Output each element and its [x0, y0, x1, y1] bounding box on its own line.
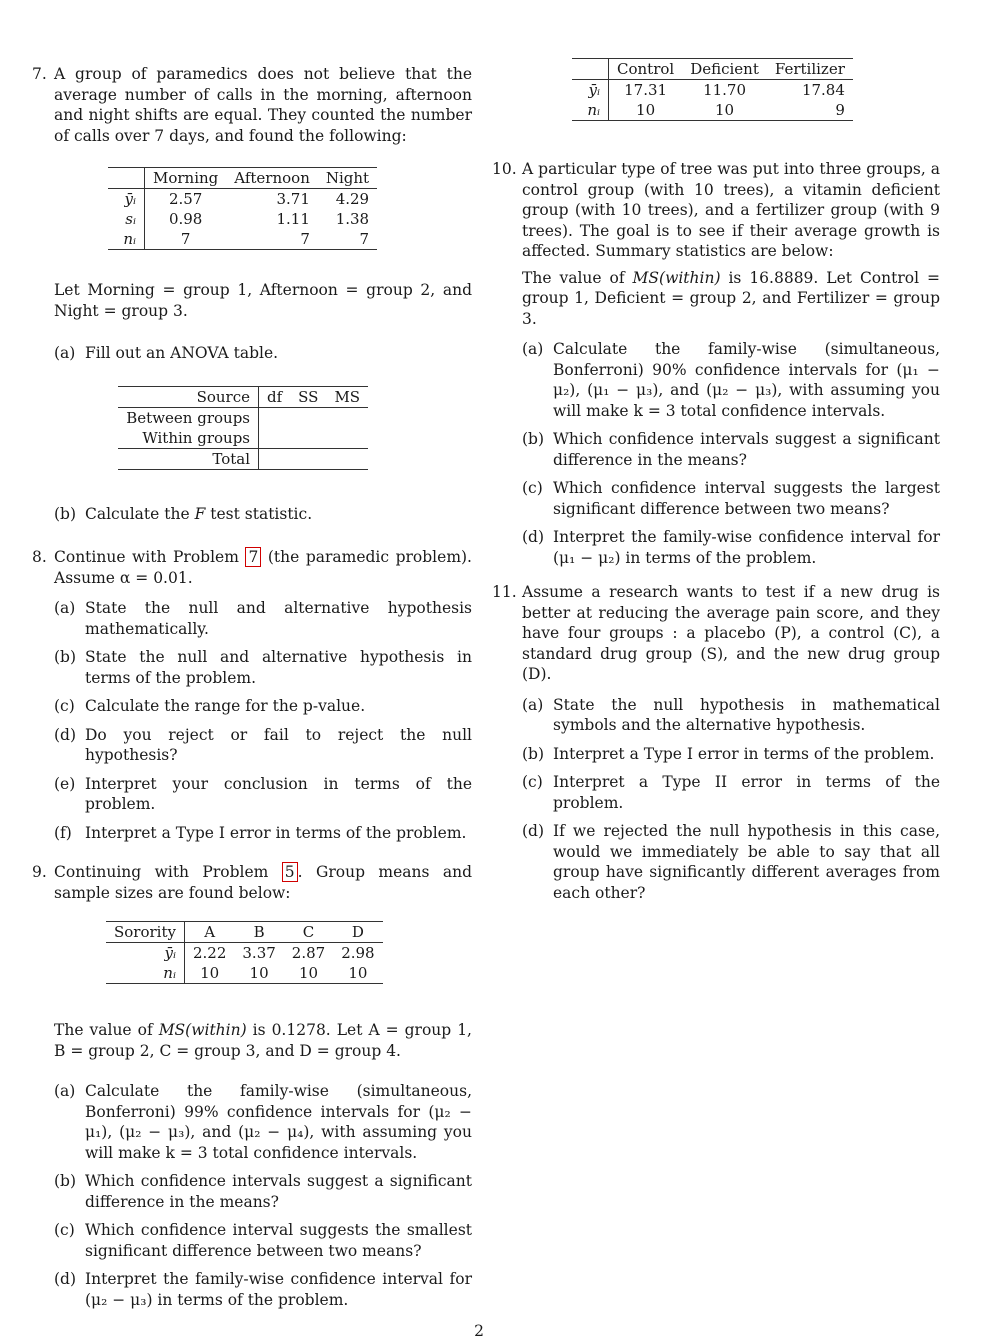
- table-header-cell: MS: [326, 386, 368, 407]
- problem-9-parts: [54, 1081, 472, 1310]
- problem-9-text: Continuing with Problem: [54, 863, 282, 881]
- part-text: Which confidence intervals suggest a significant difference in the means?: [85, 1172, 472, 1211]
- table-cell: 10: [636, 101, 656, 119]
- part-label: (a): [54, 1082, 76, 1100]
- problem-10-part: [522, 339, 940, 421]
- table-header-cell: Source: [118, 386, 259, 407]
- problem-8-part: [54, 774, 472, 815]
- part-label: (d): [54, 1270, 77, 1288]
- part-text: State the null and alternative hypothesis in terms of the problem.: [85, 648, 472, 687]
- ms-text: is 0.1278. Let A = group 1, B = group 2, C = group 3, and D = group 4.: [54, 1021, 472, 1060]
- part-label: (e): [54, 774, 76, 793]
- part-text: Calculate the family-wise (simultaneous, Bonferroni) 99% confidence intervals for (μ₂ − μ₁), (μ₂ − μ₃), and (μ₂ − μ₄), with assuming you will make k = 3 total confidence intervals.: [85, 1082, 472, 1162]
- part-label: (b): [54, 504, 77, 523]
- table-cell: [290, 407, 326, 428]
- row-label-cell: Total: [118, 448, 259, 469]
- table-header-cell: B: [234, 922, 283, 943]
- table-header-cell: A: [184, 922, 234, 943]
- table-cell: 17.84: [801, 81, 845, 99]
- problem-9-number: 9.: [32, 863, 47, 881]
- table-row: [108, 229, 377, 250]
- table-row: [106, 943, 383, 964]
- table-cell: [326, 428, 368, 449]
- table-cell: 2.98: [341, 944, 375, 962]
- table-row: [572, 100, 853, 121]
- row-label-cell: nᵢ: [572, 100, 609, 121]
- tree-growth-table: [572, 58, 853, 121]
- problem-8-part: [54, 725, 472, 766]
- problem-7-link[interactable]: 7: [245, 547, 261, 567]
- table-cell: 7: [359, 230, 370, 248]
- table-row: [572, 80, 853, 101]
- f-variable: F: [194, 504, 206, 523]
- part-label: (c): [522, 479, 543, 497]
- anova-table: [118, 386, 368, 470]
- problem-8-text: (the paramedic problem). Assume α = 0.01.: [54, 548, 472, 587]
- part-label: (c): [54, 697, 75, 715]
- table-cell: 3.37: [242, 944, 276, 962]
- problem-7: [32, 64, 472, 146]
- table-row: [118, 428, 368, 449]
- problem-7-number: 7.: [32, 65, 47, 83]
- part-label: (d): [522, 528, 545, 546]
- part-label: (d): [522, 822, 545, 840]
- row-label-cell: ȳᵢ: [106, 943, 184, 964]
- part-label: (c): [522, 773, 543, 791]
- part-label: (f): [54, 823, 72, 842]
- table-header-row: [106, 922, 383, 943]
- table-header-row: [118, 386, 368, 407]
- part-text: Interpret a Type II error in terms of the problem.: [553, 773, 940, 812]
- table-cell: 10: [249, 964, 269, 982]
- part-label: (c): [54, 1221, 75, 1239]
- ms-within-variable: MS(within): [632, 268, 721, 287]
- part-text: State the null and alternative hypothesis mathematically.: [85, 599, 472, 638]
- problem-9-ms-text: [32, 1020, 472, 1061]
- table-cell: 10: [714, 101, 735, 119]
- part-text: Calculate the range for the p-value.: [85, 697, 366, 715]
- part-text: Interpret the family-wise confidence interval for (μ₂ − μ₃) in terms of the problem.: [85, 1270, 472, 1309]
- table-cell: [290, 448, 326, 469]
- table-cell: [326, 448, 368, 469]
- row-label-cell: Within groups: [118, 428, 259, 449]
- part-label: (b): [54, 648, 77, 666]
- table-cell: 11.70: [703, 81, 747, 99]
- part-label: (b): [54, 1172, 77, 1190]
- problem-8-number: 8.: [32, 548, 47, 566]
- table-cell: [290, 428, 326, 449]
- table-cell: 1.38: [335, 210, 370, 228]
- problem-11-part: [522, 821, 940, 903]
- problem-11-part: [522, 744, 940, 765]
- part-text: Calculate the: [85, 504, 195, 523]
- table-cell: [259, 448, 291, 469]
- row-label-cell: nᵢ: [108, 229, 145, 250]
- problem-8-part: [54, 823, 472, 844]
- part-text: Calculate the family-wise (simultaneous, Bonferroni) 90% confidence intervals for (μ₁ − μ₂), (μ₁ − μ₃), and (μ₂ − μ₃), with assuming you will make k = 3 total confidence intervals.: [553, 340, 940, 420]
- table-cell: 7: [300, 230, 310, 248]
- problem-9-part: [54, 1081, 472, 1163]
- table-cell: 7: [180, 230, 191, 248]
- table-header-cell: Morning: [145, 168, 227, 189]
- table-cell: 1.11: [276, 210, 310, 228]
- right-column: [492, 58, 940, 903]
- problem-9-part: [54, 1171, 472, 1212]
- problem-8-part: [54, 647, 472, 688]
- part-text: Do you reject or fail to reject the null hypothesis?: [85, 725, 472, 764]
- table-cell: [326, 407, 368, 428]
- table-cell: [259, 407, 291, 428]
- table-cell: 10: [200, 964, 220, 982]
- part-text: Interpret a Type I error in terms of the problem.: [85, 823, 467, 842]
- table-cell: 2.57: [168, 190, 203, 208]
- part-label: (a): [522, 340, 544, 358]
- part-text: Interpret your conclusion in terms of the problem.: [85, 774, 472, 813]
- table-cell: 4.29: [335, 190, 370, 208]
- problem-7-part-b: [54, 504, 472, 525]
- problem-10-number: 10.: [492, 160, 517, 178]
- row-label-cell: nᵢ: [106, 963, 184, 984]
- page-number: 2: [474, 1322, 484, 1340]
- part-label: (d): [54, 725, 77, 744]
- table-row: [106, 963, 383, 984]
- problem-8-parts: [54, 598, 472, 843]
- table-header-cell: Control: [609, 59, 683, 80]
- table-header-cell: SS: [290, 386, 326, 407]
- part-label: (a): [54, 599, 76, 617]
- problem-10-part: [522, 429, 940, 470]
- part-text: Which confidence interval suggests the largest significant difference between two means?: [553, 479, 940, 518]
- problem-7-groups-text: Let Morning = group 1, Afternoon = group 2, and Night = group 3.: [54, 281, 472, 320]
- problem-7-part-a: [54, 343, 472, 364]
- left-column: [32, 64, 472, 1310]
- row-label-cell: ȳᵢ: [108, 189, 145, 210]
- part-label: (a): [522, 695, 544, 714]
- problem-11-part: [522, 695, 940, 736]
- part-text: State the null hypothesis in mathematical symbols and the alternative hypothesis.: [553, 695, 940, 734]
- part-text: Interpret a Type I error in terms of the problem.: [553, 744, 935, 763]
- sorority-table: [106, 921, 383, 984]
- table-row: [118, 448, 368, 469]
- part-label: (a): [54, 344, 76, 362]
- part-text: Fill out an ANOVA table.: [85, 344, 279, 362]
- problem-8: [32, 547, 472, 588]
- part-label: (b): [522, 744, 545, 763]
- table-cell: 2.87: [291, 944, 326, 962]
- problem-9-text: . Group means and sample sizes are found below:: [54, 863, 473, 902]
- problem-10-part: [522, 478, 940, 519]
- table-header-cell: D: [333, 922, 382, 943]
- table-header-cell: df: [259, 386, 291, 407]
- table-cell: 10: [348, 964, 368, 982]
- problem-11-number: 11.: [492, 583, 517, 601]
- table-header-cell: C: [284, 922, 333, 943]
- table-header-cell: [108, 168, 145, 189]
- problem-8-part: [54, 598, 472, 639]
- problem-5-link[interactable]: 5: [282, 862, 298, 882]
- problem-9-part: [54, 1269, 472, 1310]
- table-header-cell: [572, 59, 609, 80]
- problem-9-part: [54, 1220, 472, 1261]
- table-cell: 0.98: [168, 210, 203, 228]
- problem-11: [492, 582, 940, 685]
- table-header-cell: Sorority: [106, 922, 184, 943]
- table-header-cell: Afternoon: [226, 168, 318, 189]
- table-cell: 17.31: [624, 81, 668, 99]
- problem-9: [32, 862, 472, 903]
- ms-text: is 16.8889. Let Control = group 1, Deficient = group 2, and Fertilizer = group 3.: [522, 268, 940, 328]
- table-header-cell: Fertilizer: [767, 59, 853, 80]
- problem-10: [492, 159, 940, 262]
- row-label-cell: ȳᵢ: [572, 80, 609, 101]
- table-cell: 9: [835, 101, 845, 119]
- problem-7-text: A group of paramedics does not believe that the average number of calls in the morning, afternoon and night shifts are equal. They counted the number of calls over 7 days, and found the following:: [54, 65, 472, 145]
- problem-10-text: A particular type of tree was put into three groups, a control group (with 10 trees), a vitamin deficient group (with 10 trees), and a fertilizer group (with 9 trees). The goal is to see if their average growth is affected. Summary statistics are below:: [522, 160, 940, 260]
- table-row: [108, 209, 377, 229]
- ms-text: The value of: [522, 268, 633, 287]
- table-header-row: [108, 168, 377, 189]
- part-text: Which confidence intervals suggest a significant difference in the means?: [553, 430, 940, 469]
- ms-within-variable: MS(within): [158, 1021, 247, 1039]
- part-text: If we rejected the null hypothesis in this case, would we immediately be able to say that all group have significantly different averages from each other?: [553, 822, 940, 902]
- part-text: test statistic.: [205, 504, 313, 523]
- paramedic-stats-table: [108, 167, 377, 250]
- table-header-cell: Deficient: [682, 59, 767, 80]
- problem-8-text: Continue with Problem: [54, 548, 246, 566]
- row-label-cell: Between groups: [118, 407, 259, 428]
- problem-11-part: [522, 772, 940, 813]
- table-cell: 10: [298, 964, 319, 982]
- problem-10-ms-text: [492, 268, 940, 330]
- table-cell: [259, 428, 291, 449]
- part-text: Interpret the family-wise confidence interval for (μ₁ − μ₂) in terms of the problem.: [553, 528, 940, 567]
- problem-11-text: Assume a research wants to test if a new drug is better at reducing the average pain score, and they have four groups : a placebo (P), a control (C), a standard drug group (S), and the new drug group (D).: [522, 583, 940, 683]
- part-text: Which confidence interval suggests the smallest significant difference between two means?: [85, 1221, 472, 1260]
- table-cell: 3.71: [276, 190, 310, 208]
- table-header-cell: Night: [318, 168, 377, 189]
- ms-text: The value of: [54, 1021, 159, 1039]
- table-row: [108, 189, 377, 210]
- problem-10-parts: [522, 339, 940, 568]
- table-row: [118, 407, 368, 428]
- table-cell: 2.22: [192, 944, 227, 962]
- table-header-row: [572, 59, 853, 80]
- problem-11-parts: [522, 695, 940, 904]
- row-label-cell: sᵢ: [108, 209, 145, 229]
- part-label: (b): [522, 430, 545, 448]
- problem-8-part: [54, 696, 472, 717]
- problem-10-part: [522, 527, 940, 568]
